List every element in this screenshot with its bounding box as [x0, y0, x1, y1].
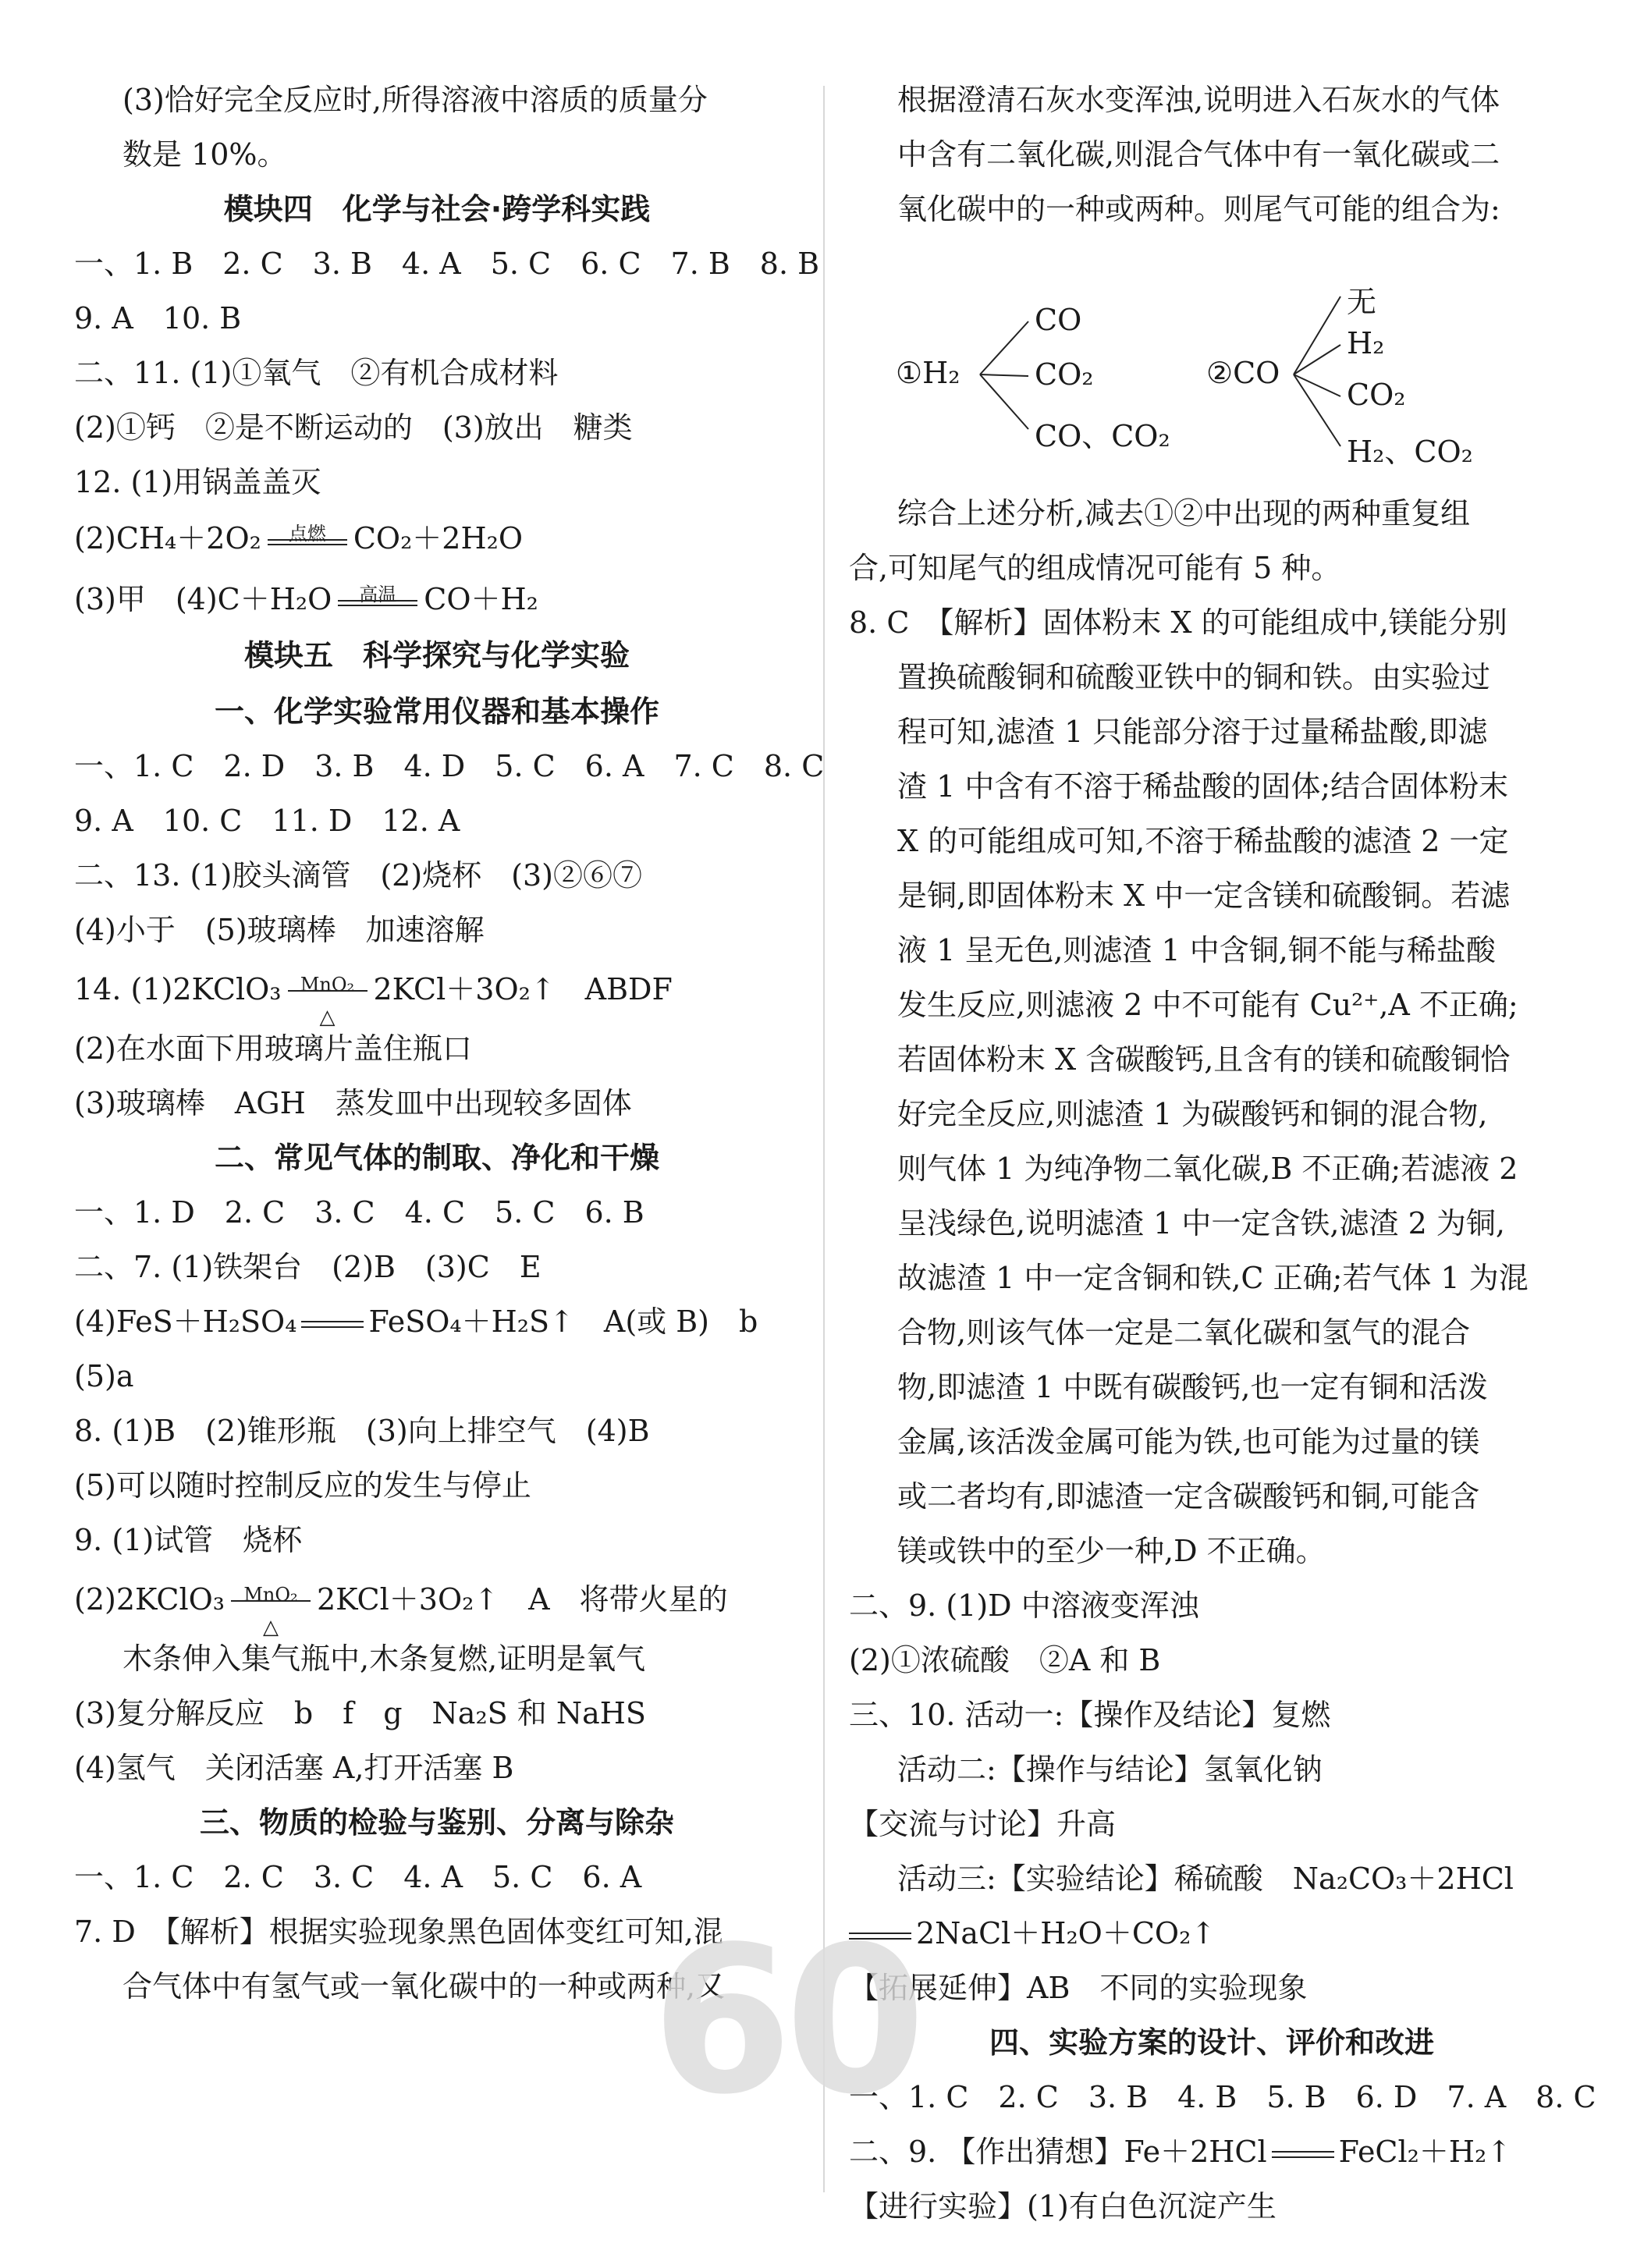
answer-line: 二、13. (1)胶头滴管 (2)烧杯 (3)②⑥⑦ — [74, 858, 642, 893]
condition-text: 点燃 — [288, 522, 326, 545]
answer-line: 物,即滤渣 1 中既有碳酸钙,也一定有铜和活泼 — [897, 1370, 1488, 1404]
answer-line: 综合上述分析,减去①②中出现的两种重复组 — [897, 496, 1471, 531]
combination-option: 无 — [1347, 285, 1377, 319]
section-heading: 二、常见气体的制取、净化和干燥 — [214, 1141, 659, 1175]
answer-line: (5)可以随时控制反应的发生与停止 — [74, 1468, 531, 1503]
answer-line: 置换硫酸铜和硫酸亚铁中的铜和铁。由实验过 — [897, 660, 1491, 694]
combination-option: H₂ — [1347, 326, 1385, 360]
column-divider — [823, 86, 825, 2192]
equation-line — [74, 577, 538, 621]
answer-line: 二、9. (1)D 中溶液变浑浊 — [849, 1588, 1199, 1623]
reaction-condition — [335, 583, 421, 618]
equation-reactants: (2)CH₄＋2O₂ — [74, 521, 261, 555]
answer-line: (2)在水面下用玻璃片盖住瓶口 — [74, 1031, 472, 1066]
equation-reactants: (4)FeS＋H₂SO₄ — [74, 1304, 297, 1339]
answer-line: 合气体中有氢气或一氧化碳中的一种或两种,又 — [123, 1969, 726, 2004]
answer-line: 一、1. D 2. C 3. C 4. C 5. C 6. B — [74, 1195, 644, 1230]
answer-line: 【拓展延伸】AB 不同的实验现象 — [849, 1971, 1308, 2005]
answer-line: (3)恰好完全反应时,所得溶液中溶质的质量分 — [123, 83, 708, 117]
equation-reactants: (2)2KClO₃ — [74, 1582, 225, 1617]
answer-line: 8. C 【解析】固体粉末 X 的可能组成中,镁能分别 — [849, 605, 1507, 640]
answer-line: 中含有二氧化碳,则混合气体中有一氧化碳或二 — [897, 137, 1500, 172]
section-heading: 一、化学实验常用仪器和基本操作 — [214, 694, 659, 729]
answer-line: 或二者均有,即滤渣一定含碳酸钙和铜,可能含 — [897, 1479, 1480, 1514]
combination-option: CO、CO₂ — [1035, 419, 1170, 453]
equation-products: 2KCl＋3O₂↑ A 将带火星的 — [317, 1582, 728, 1617]
answer-line: 二、11. (1)①氧气 ②有机合成材料 — [74, 356, 559, 390]
gas-combination-diagram — [896, 273, 1567, 476]
section-heading: 四、实验方案的设计、评价和改进 — [989, 2025, 1434, 2060]
equation-products: 2NaCl＋H₂O＋CO₂↑ — [916, 1916, 1216, 1950]
equation-line — [74, 967, 673, 1029]
answer-line: X 的可能组成可知,不溶于稀盐酸的滤渣 2 一定 — [897, 824, 1509, 858]
section-heading: 三、物质的检验与鉴别、分离与除杂 — [199, 1805, 674, 1840]
reaction-condition — [285, 973, 371, 1029]
equation-products: 2KCl＋3O₂↑ ABDF — [373, 972, 673, 1006]
equation-products: CO＋H₂ — [424, 582, 538, 616]
answer-line: 一、1. C 2. D 3. B 4. D 5. C 6. A 7. C 8. C — [74, 749, 825, 783]
answer-line: (3)玻璃棒 AGH 蒸发皿中出现较多固体 — [74, 1086, 632, 1120]
answer-line: 则气体 1 为纯净物二氧化碳,B 不正确;若滤液 2 — [897, 1152, 1518, 1186]
answer-line: 【交流与讨论】升高 — [849, 1807, 1117, 1841]
equation-line — [849, 2130, 1511, 2174]
answer-line: 好完全反应,则滤渣 1 为碳酸钙和铜的混合物, — [897, 1097, 1488, 1131]
answer-line: 程可知,滤渣 1 只能部分溶于过量稀盐酸,即滤 — [897, 715, 1488, 749]
answer-line: 活动三:【实验结论】稀硫酸 Na₂CO₃＋2HCl — [897, 1862, 1514, 1896]
equation-products: FeCl₂＋H₂↑ — [1338, 2135, 1512, 2169]
combination-option: H₂、CO₂ — [1347, 435, 1473, 469]
answer-line: 数是 10%。 — [123, 137, 287, 172]
answer-line: 9. (1)试管 烧杯 — [74, 1523, 303, 1557]
answer-line: 8. (1)B (2)锥形瓶 (3)向上排空气 (4)B — [74, 1414, 650, 1448]
heat-symbol: △ — [263, 1615, 279, 1639]
answer-line: (2)①浓硫酸 ②A 和 B — [849, 1643, 1161, 1677]
answer-line: 是铜,即固体粉末 X 中一定含镁和硫酸铜。若滤 — [897, 878, 1511, 913]
answer-line: 一、1. C 2. C 3. C 4. A 5. C 6. A — [74, 1860, 642, 1894]
answer-line: 9. A 10. B — [74, 301, 242, 335]
reaction-condition — [228, 1583, 314, 1639]
answer-line: 一、1. C 2. C 3. B 4. B 5. B 6. D 7. A 8. C — [849, 2080, 1596, 2114]
heat-symbol: △ — [319, 1005, 336, 1029]
answer-line: 发生反应,则滤液 2 中不可能有 Cu²⁺,A 不正确; — [897, 988, 1518, 1022]
combination-root-h2: ①H₂ — [896, 356, 960, 390]
catalyst-text: MnO₂ — [300, 973, 355, 996]
reaction-condition — [265, 522, 350, 557]
equation-line — [74, 1300, 758, 1343]
module-heading: 模块五 科学探究与化学实验 — [243, 638, 630, 673]
equals-sign — [1272, 2147, 1334, 2163]
answer-line: 氧化碳中的一种或两种。则尾气可能的组合为: — [897, 192, 1500, 226]
combination-root-co: ②CO — [1206, 356, 1280, 390]
equation-reactants: (3)甲 (4)C＋H₂O — [74, 582, 332, 616]
answer-line: (4)氢气 关闭活塞 A,打开活塞 B — [74, 1751, 514, 1785]
answer-line: (4)小于 (5)玻璃棒 加速溶解 — [74, 913, 485, 947]
answer-line: 呈浅绿色,说明滤渣 1 中一定含铁,滤渣 2 为铜, — [897, 1206, 1505, 1240]
answer-line: 合,可知尾气的组成情况可能有 5 种。 — [849, 551, 1341, 585]
answer-line: 液 1 呈无色,则滤渣 1 中含铜,铜不能与稀盐酸 — [897, 933, 1496, 967]
module-heading: 模块四 化学与社会·跨学科实践 — [223, 192, 651, 226]
answer-line: 【进行实验】(1)有白色沉淀产生 — [849, 2189, 1276, 2224]
answer-line: 金属,该活泼金属可能为铁,也可能为过量的镁 — [897, 1425, 1480, 1459]
equation-reactants: 二、9. 【作出猜想】Fe＋2HCl — [849, 2135, 1267, 2169]
answer-line: 木条伸入集气瓶中,木条复燃,证明是氧气 — [123, 1642, 646, 1676]
answer-line: 9. A 10. C 11. D 12. A — [74, 804, 460, 838]
equation-products: CO₂＋2H₂O — [353, 521, 524, 555]
combination-option: CO — [1035, 303, 1082, 337]
answer-line: 二、7. (1)铁架台 (2)B (3)C E — [74, 1250, 541, 1284]
answer-line: 12. (1)用锅盖盖灭 — [74, 465, 321, 499]
answer-line: 一、1. B 2. C 3. B 4. A 5. C 6. C 7. B 8. B — [74, 247, 820, 281]
combination-option: CO₂ — [1035, 357, 1094, 392]
answer-line: (5)a — [74, 1359, 134, 1393]
answer-line: (2)①钙 ②是不断运动的 (3)放出 糖类 — [74, 410, 633, 445]
answer-line: 镁或铁中的至少一种,D 不正确。 — [897, 1534, 1326, 1568]
combination-option: CO₂ — [1347, 378, 1406, 412]
answer-line: 活动二:【操作与结论】氢氧化钠 — [897, 1752, 1323, 1787]
answer-line: 故滤渣 1 中一定含铜和铁,C 正确;若气体 1 为混 — [897, 1261, 1529, 1295]
page-number-watermark: 60 — [652, 1904, 918, 2139]
equation-line — [74, 516, 523, 560]
condition-text: 高温 — [359, 583, 397, 605]
answer-line: 根据澄清石灰水变浑浊,说明进入石灰水的气体 — [897, 83, 1500, 117]
catalyst-text: MnO₂ — [243, 1583, 298, 1606]
equals-sign — [301, 1317, 364, 1333]
answer-line: 7. D 【解析】根据实验现象黑色固体变红可知,混 — [74, 1915, 723, 1949]
answer-line: 三、10. 活动一:【操作及结论】复燃 — [849, 1698, 1331, 1732]
answer-line: 渣 1 中含有不溶于稀盐酸的固体;结合固体粉末 — [897, 769, 1509, 804]
answer-line: 若固体粉末 X 含碳酸钙,且含有的镁和硫酸铜恰 — [897, 1042, 1511, 1077]
answer-line: 合物,则该气体一定是二氧化碳和氢气的混合 — [897, 1315, 1471, 1350]
equation-reactants: 14. (1)2KClO₃ — [74, 972, 282, 1006]
equation-line — [74, 1578, 728, 1639]
equation-products: FeSO₄＋H₂S↑ A(或 B) b — [368, 1304, 758, 1339]
answer-line: (3)复分解反应 b f g Na₂S 和 NaHS — [74, 1696, 646, 1730]
